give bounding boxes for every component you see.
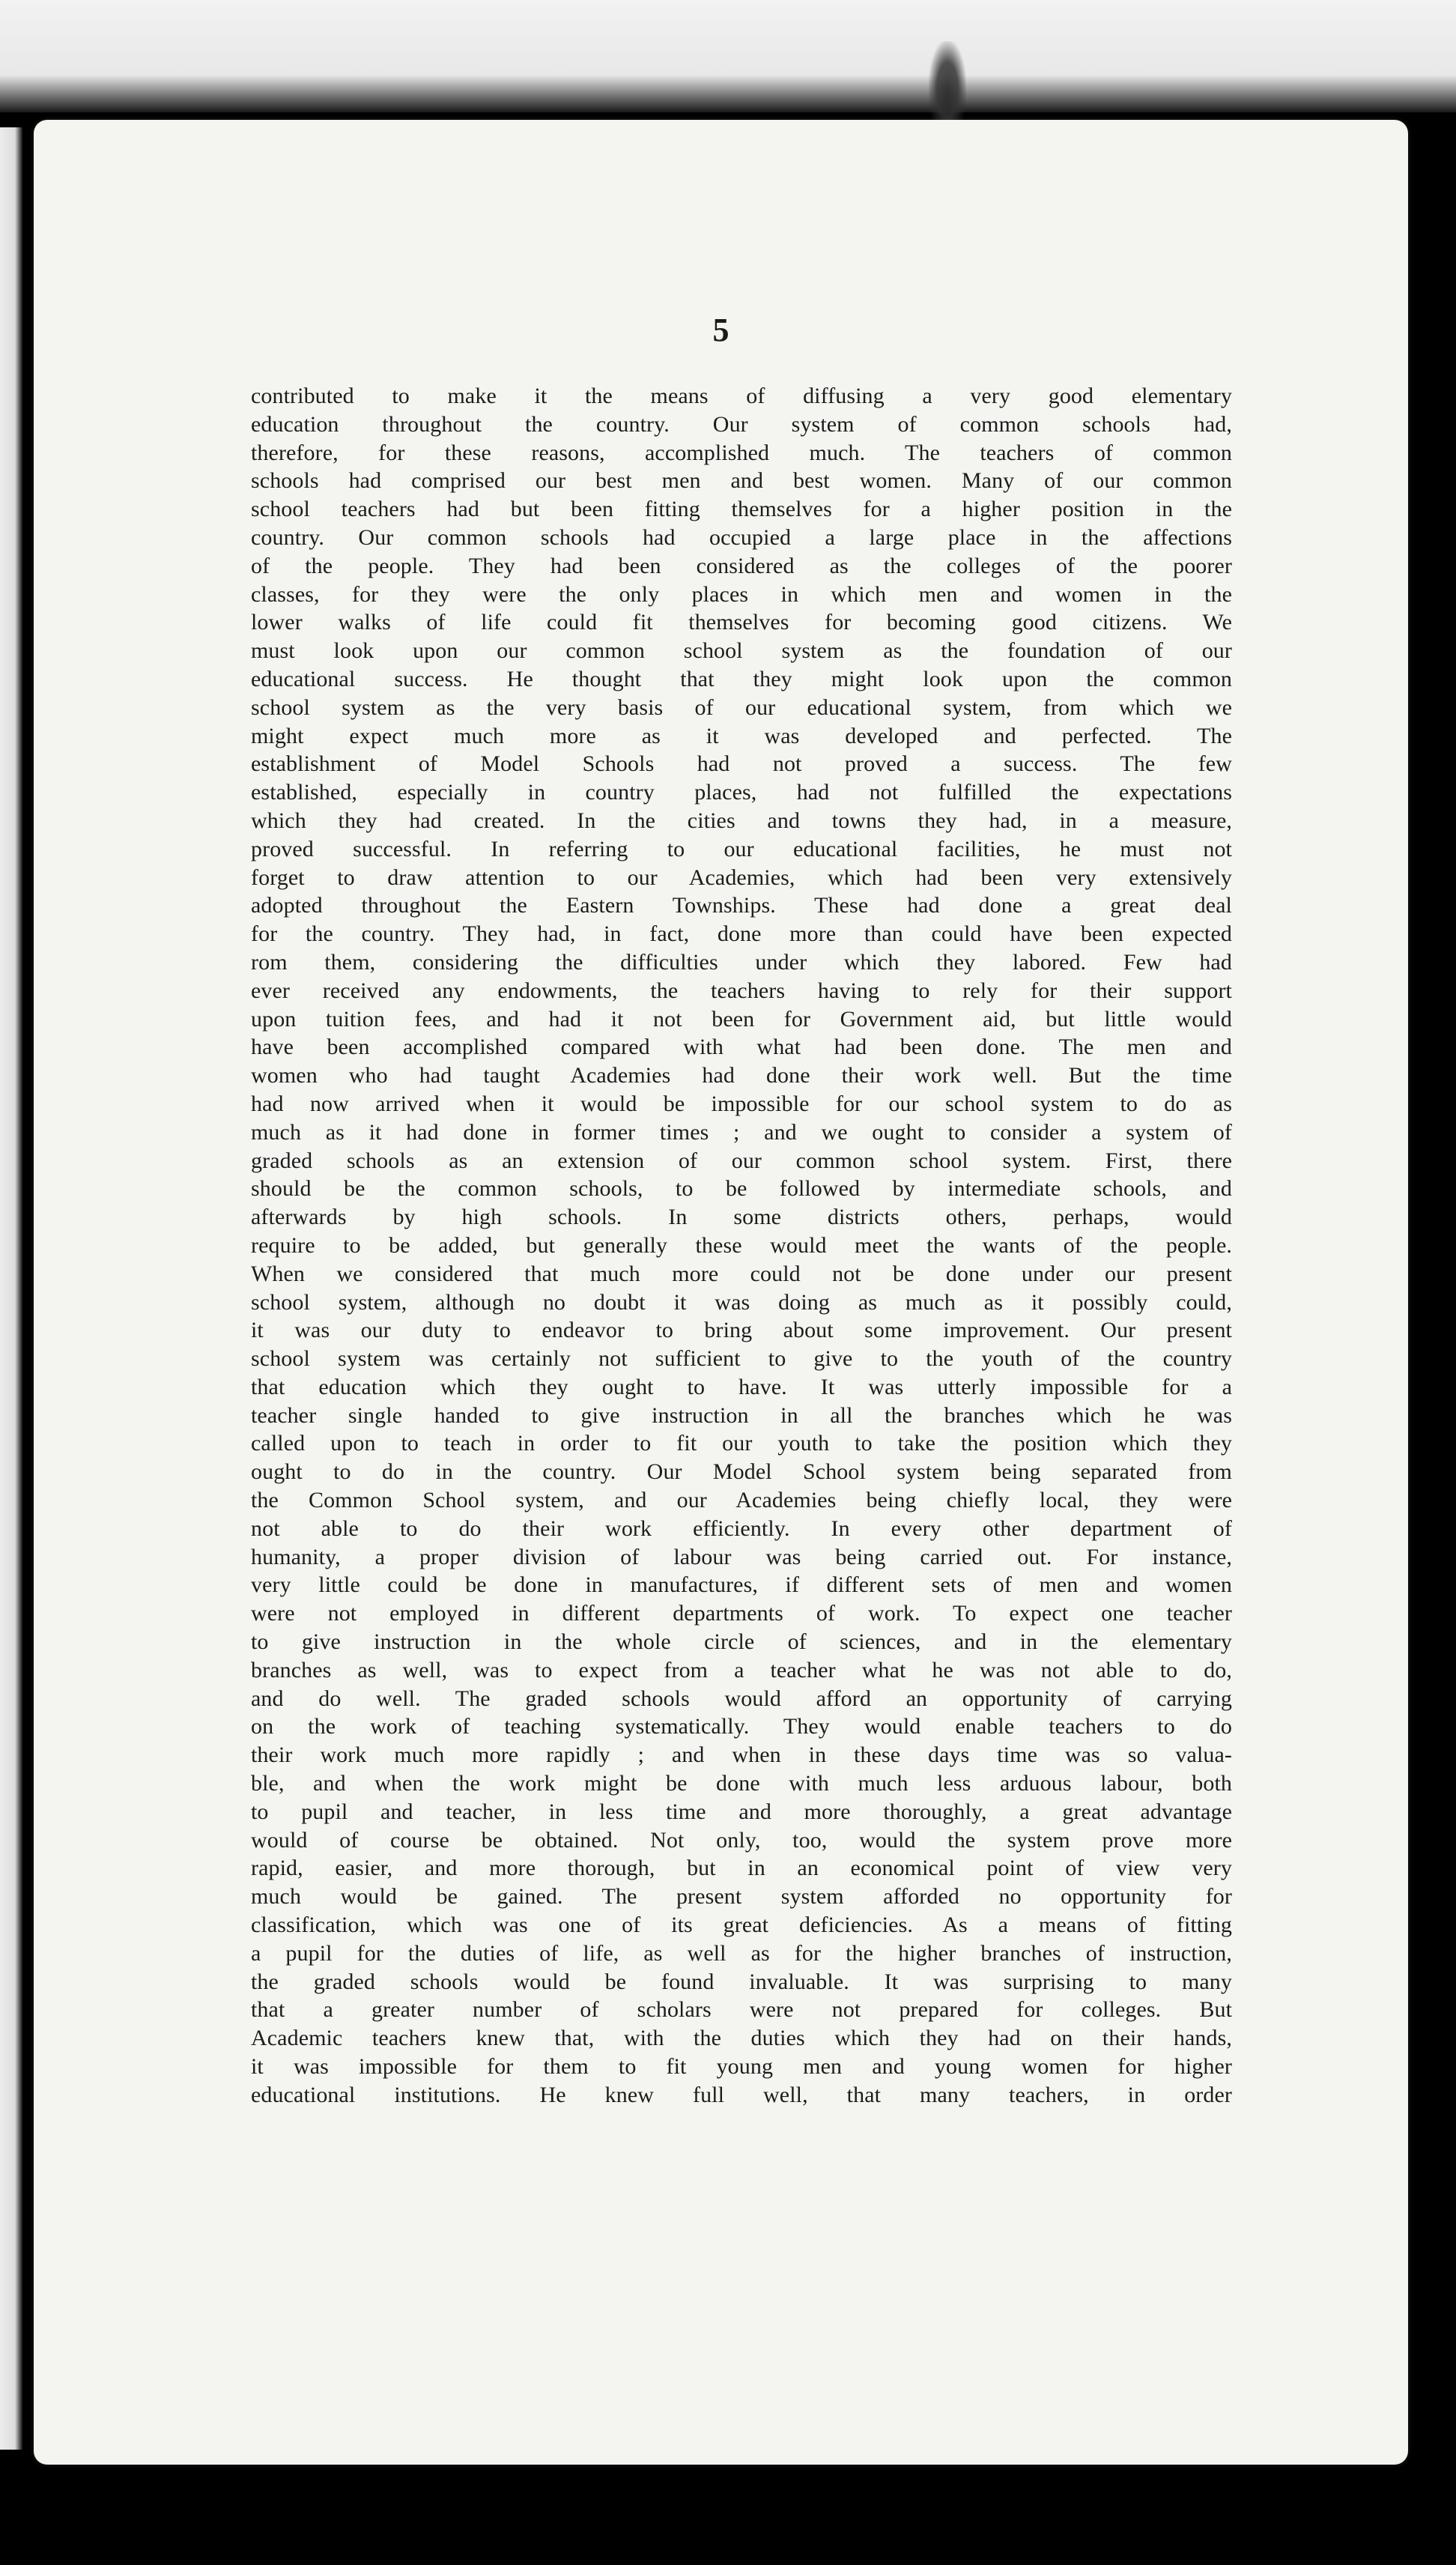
text-line: classes, for they were the only places in which men and women in the	[251, 581, 1232, 607]
text-line: schools had comprised our best men and best women. Many of our common	[251, 468, 1232, 494]
text-line: humanity, a proper division of labour was being carried out. For instance,	[251, 1544, 1232, 1569]
text-line: that a greater number of scholars were not prepared for colleges. But	[251, 1997, 1232, 2023]
text-line: much would be gained. The present system afforded no opportunity for	[251, 1884, 1232, 1910]
text-line: of the people. They had been considered as the colleges of the poorer	[251, 553, 1232, 578]
text-line: contributed to make it the means of diffusing a very good elementary	[251, 384, 1232, 408]
text-line: called upon to teach in order to fit our youth to take the position which they	[251, 1431, 1232, 1456]
text-line: afterwards by high schools. In some districts others, perhaps, would	[251, 1205, 1232, 1230]
text-line: not able to do their work efficiently. In every other department of	[251, 1515, 1232, 1541]
scan-left-edge	[0, 127, 22, 2450]
text-line: rom them, considering the difficulties under which they labored. Few had	[251, 949, 1232, 975]
text-line: classification, which was one of its great deficiencies. As a means of fitting	[251, 1913, 1232, 1938]
text-line: women who had taught Academies had done their work well. But the time	[251, 1063, 1232, 1088]
text-line: education throughout the country. Our system of common schools had,	[251, 411, 1232, 437]
text-line: established, especially in country places, had not fulfilled the expectations	[251, 780, 1232, 805]
text-line: to give instruction in the whole circle of sciences, and in the elementary	[251, 1629, 1232, 1655]
body-text	[251, 382, 1232, 2110]
text-line: require to be added, but generally these would meet the wants of the people.	[251, 1232, 1232, 1258]
text-line: school teachers had but been fitting themselves for a higher position in the	[251, 497, 1232, 522]
page-number: 5	[712, 312, 729, 348]
text-line: very little could be done in manufactures, if different sets of men and women	[251, 1572, 1232, 1598]
text-line: were not employed in different departments of work. To expect one teacher	[251, 1601, 1232, 1626]
text-line: school system as the very basis of our educational system, from which we	[251, 694, 1232, 720]
text-line: rapid, easier, and more thorough, but in an economical point of view very	[251, 1856, 1232, 1881]
text-line: teacher single handed to give instruction in all the branches which he was	[251, 1402, 1232, 1428]
text-line: had now arrived when it would be impossible for our school system to do as	[251, 1091, 1232, 1116]
text-line: establishment of Model Schools had not proved a success. The few	[251, 751, 1232, 777]
text-line: lower walks of life could fit themselves for becoming good citizens. We	[251, 610, 1232, 635]
text-line: it was impossible for them to fit young men and young women for higher	[251, 2054, 1232, 2080]
text-line: educational institutions. He knew full well, that many teachers, in order	[251, 2082, 1232, 2107]
text-line: it was our duty to endeavor to bring about some improvement. Our present	[251, 1318, 1232, 1343]
text-line: that education which they ought to have. It was utterly impossible for a	[251, 1374, 1232, 1399]
text-line: would of course be obtained. Not only, too, would the system prove more	[251, 1827, 1232, 1853]
text-line: might expect much more as it was developed and perfected. The	[251, 723, 1232, 748]
text-line: ever received any endowments, the teachers having to rely for their support	[251, 978, 1232, 1003]
text-line: branches as well, was to expect from a teacher what he was not able to do,	[251, 1657, 1232, 1683]
text-line: have been accomplished compared with what had been done. The men and	[251, 1035, 1232, 1060]
text-line: graded schools as an extension of our common school system. First, there	[251, 1148, 1232, 1173]
text-line: which they had created. In the cities and towns they had, in a measure,	[251, 808, 1232, 833]
text-line: forget to draw attention to our Academies, which had been very extensively	[251, 864, 1232, 890]
text-line: upon tuition fees, and had it not been for Government aid, but little would	[251, 1006, 1232, 1032]
text-line: ought to do in the country. Our Model School system being separated from	[251, 1459, 1232, 1485]
text-line: to pupil and teacher, in less time and more thoroughly, a great advantage	[251, 1799, 1232, 1824]
text-line: their work much more rapidly ; and when in these days time was so valua-	[251, 1742, 1232, 1768]
text-line: ble, and when the work might be done with much less arduous labour, both	[251, 1771, 1232, 1796]
text-line: adopted throughout the Eastern Townships. These had done a great deal	[251, 893, 1232, 918]
text-line: country. Our common schools had occupied a large place in the affections	[251, 524, 1232, 550]
scan-top-strip	[0, 0, 1456, 112]
text-line: must look upon our common school system as the foundation of our	[251, 638, 1232, 664]
text-line: school system, although no doubt it was doing as much as it possibly could,	[251, 1289, 1232, 1315]
text-line: When we considered that much more could not be done under our present	[251, 1261, 1232, 1286]
text-line: and do well. The graded schools would afford an opportunity of carrying	[251, 1686, 1232, 1711]
text-line: the Common School system, and our Academies being chiefly local, they were	[251, 1488, 1232, 1513]
text-line: on the work of teaching systematically. They would enable teachers to do	[251, 1714, 1232, 1739]
text-line: educational success. He thought that they might look upon the common	[251, 666, 1232, 691]
text-line: for the country. They had, in fact, done more than could have been expected	[251, 921, 1232, 947]
text-line: Academic teachers knew that, with the duties which they had on their hands,	[251, 2026, 1232, 2051]
text-line: the graded schools would be found invaluable. It was surprising to many	[251, 1969, 1232, 1994]
text-line: school system was certainly not sufficient to give to the youth of the country	[251, 1346, 1232, 1372]
text-line: proved successful. In referring to our educational facilities, he must not	[251, 836, 1232, 861]
document-page	[34, 120, 1408, 2465]
text-line: a pupil for the duties of life, as well as for the higher branches of instruction,	[251, 1940, 1232, 1966]
text-line: should be the common schools, to be followed by intermediate schools, and	[251, 1176, 1232, 1202]
text-line: therefore, for these reasons, accomplished much. The teachers of common	[251, 440, 1232, 465]
text-line: much as it had done in former times ; and we ought to consider a system of	[251, 1119, 1232, 1145]
